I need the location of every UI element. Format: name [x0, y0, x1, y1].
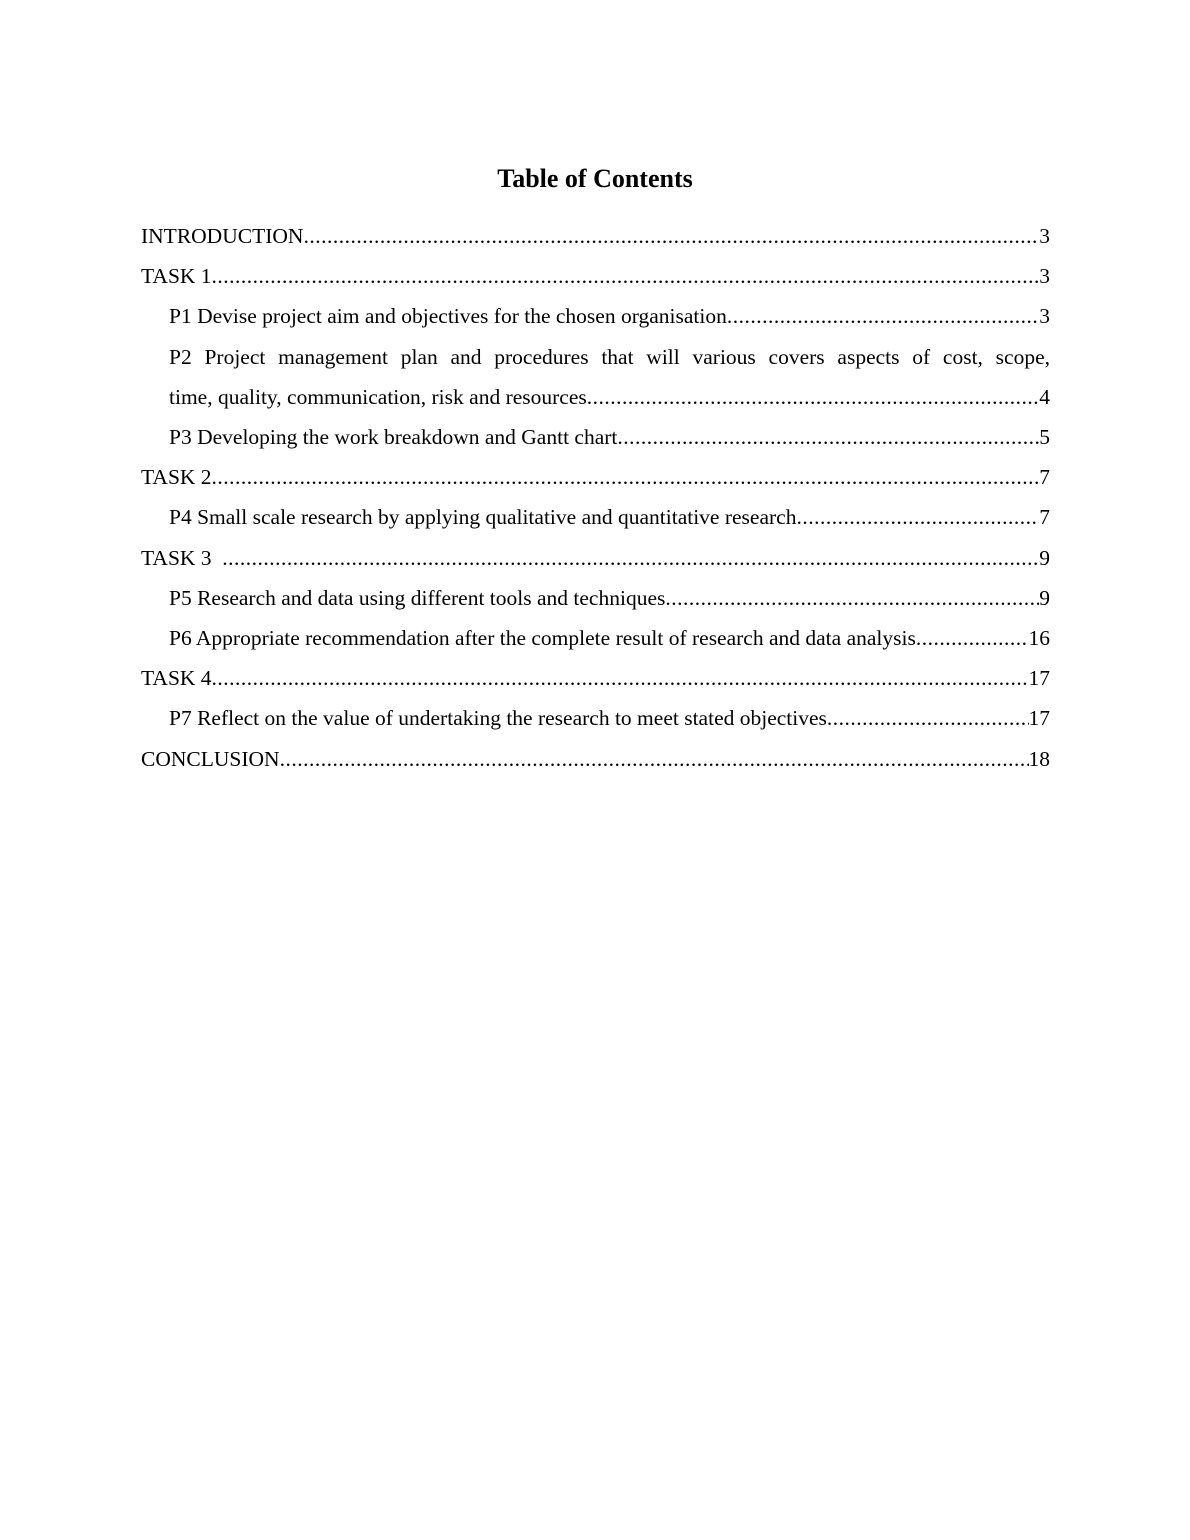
toc-dot-leader — [617, 417, 1039, 457]
toc-entry-p5[interactable] — [141, 578, 1050, 618]
toc-page-number: 7 — [1039, 505, 1050, 530]
toc-entry-text: P4 Small scale research by applying qualitative and quantitative research — [169, 505, 797, 530]
toc-dot-leader — [212, 658, 1029, 698]
toc-entry-text: TASK 4 — [141, 666, 212, 691]
toc-entry-text: TASK 1 — [141, 264, 212, 289]
toc-dot-leader — [222, 538, 1039, 578]
toc-entry-p4[interactable] — [141, 497, 1050, 537]
toc-entry-text: P3 Developing the work breakdown and Gantt chart — [169, 425, 618, 450]
toc-entry-text-line-1: P2 Project management plan and procedures that will various covers aspects of cost, scope, — [169, 344, 1050, 369]
toc-entry-text: CONCLUSION — [141, 746, 280, 771]
toc-entry-p1[interactable] — [141, 296, 1050, 336]
toc-page-number: 9 — [1039, 545, 1050, 570]
toc-dot-leader — [280, 739, 1029, 779]
toc-entry-conclusion[interactable] — [141, 739, 1050, 779]
toc-entry-text: P1 Devise project aim and objectives for the chosen organisation — [169, 304, 727, 329]
toc-entry-p3[interactable] — [141, 417, 1050, 457]
toc-entry-task-2[interactable] — [141, 457, 1050, 497]
toc-entry-task-1[interactable] — [141, 256, 1050, 296]
toc-page-number: 16 — [1028, 626, 1050, 651]
toc-dot-leader — [916, 618, 1029, 658]
toc-entry-p7[interactable] — [141, 698, 1050, 738]
toc-entry-p6[interactable] — [141, 618, 1050, 658]
toc-entry-task-4[interactable] — [141, 658, 1050, 698]
toc-entry-introduction[interactable] — [141, 216, 1050, 256]
toc-entry-text-line-2: time, quality, communication, risk and resources — [169, 384, 587, 409]
toc-dot-leader — [212, 457, 1040, 497]
toc-entry-text: TASK 2 — [141, 465, 212, 490]
toc-page-number: 17 — [1028, 666, 1050, 691]
toc-entry-task-3[interactable] — [141, 538, 1050, 578]
toc-dot-leader — [796, 497, 1039, 537]
toc-page-number: 3 — [1039, 304, 1050, 329]
toc-entry-text: P5 Research and data using different tools and techniques — [169, 585, 666, 610]
toc-dot-leader — [303, 216, 1039, 256]
toc-dot-leader — [212, 256, 1040, 296]
toc-entry-text: TASK 3 — [141, 545, 223, 570]
toc-page-number: 5 — [1039, 425, 1050, 450]
toc-dot-leader — [727, 296, 1039, 336]
toc-list — [141, 216, 1050, 779]
toc-page-number: 18 — [1028, 746, 1050, 771]
toc-dot-leader — [665, 578, 1039, 618]
toc-page-number: 3 — [1039, 224, 1050, 248]
toc-page-number: 17 — [1028, 706, 1050, 731]
toc-page-number: 4 — [1039, 384, 1050, 409]
toc-page-number: 7 — [1039, 465, 1050, 490]
toc-entry-text: P6 Appropriate recommendation after the complete result of research and data analysis — [169, 626, 916, 651]
toc-page-number: 3 — [1039, 264, 1050, 289]
page-title: Table of Contents — [497, 164, 693, 193]
toc-entry-p2[interactable] — [141, 337, 1050, 417]
toc-entry-text: P7 Reflect on the value of undertaking the research to meet stated objectives — [169, 706, 827, 731]
toc-dot-leader — [827, 698, 1029, 738]
toc-page-number: 9 — [1039, 585, 1050, 610]
toc-dot-leader — [587, 377, 1040, 417]
toc-entry-text: INTRODUCTION — [141, 224, 304, 248]
